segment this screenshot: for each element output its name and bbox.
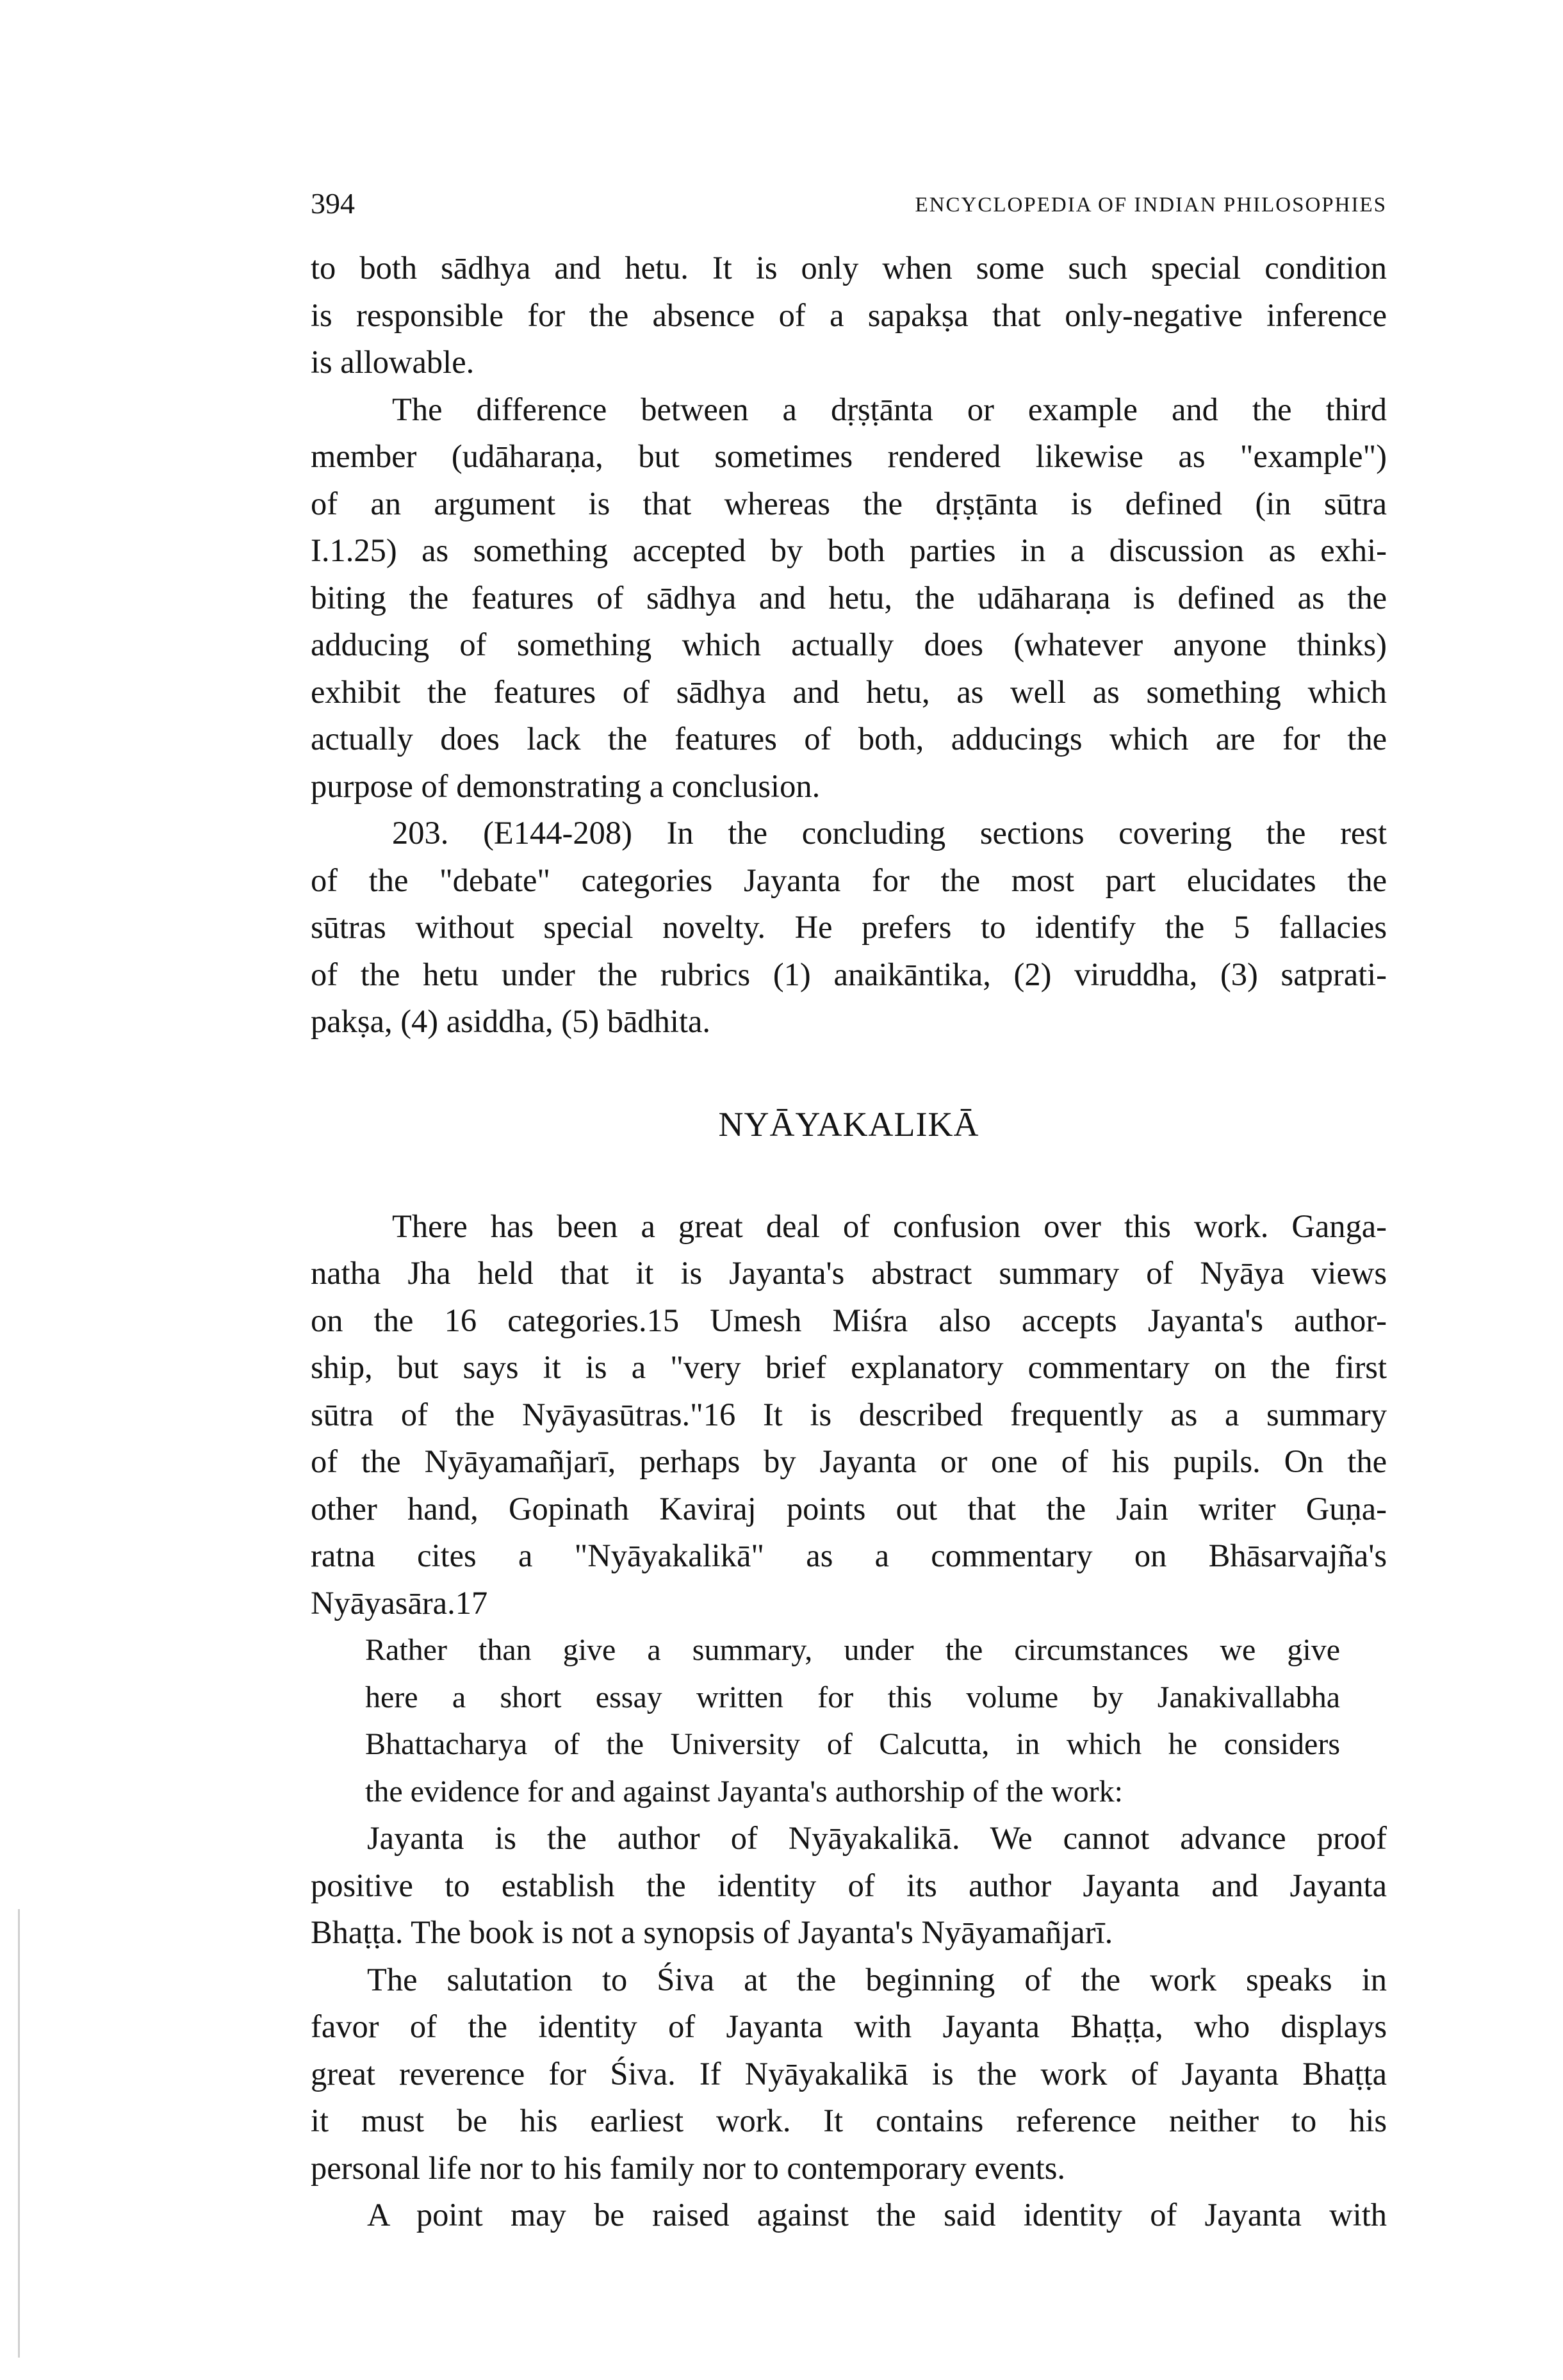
text-line: member (udāharaṇa, but sometimes rendered likewise as "example") <box>311 438 1387 474</box>
block-quote <box>311 1627 1340 1815</box>
text-line: adducing of something which actually does (whatever anyone thinks) <box>311 627 1387 662</box>
text-line: 203. (E144-208) In the concluding sections covering the rest <box>392 815 1387 851</box>
paragraph-3 <box>311 810 1387 1046</box>
page-header <box>311 185 1387 223</box>
text-line: on the 16 categories.15 Umesh Miśra also accepts Jayanta's author- <box>311 1302 1387 1338</box>
text-line: exhibit the features of sādhya and hetu, as well as something which <box>311 673 1387 710</box>
text-line: personal life nor to his family nor to contemporary events. <box>311 2149 1066 2186</box>
paragraph-4 <box>311 1203 1387 1627</box>
text-line: here a short essay written for this volume by Janakivallabha <box>365 1680 1340 1714</box>
paragraph-6 <box>311 1957 1387 2192</box>
text-line: it must be his earliest work. It contains reference neither to his <box>311 2103 1387 2138</box>
text-line: actually does lack the features of both, adducings which are for the <box>311 721 1387 757</box>
paragraph-1 <box>311 245 1387 386</box>
text-line: There has been a great deal of confusion over this work. Ganga- <box>392 1208 1387 1244</box>
page-number: 394 <box>311 187 355 220</box>
text-line: the evidence for and against Jayanta's authorship of the work: <box>365 1774 1123 1809</box>
text-line: pakṣa, (4) asiddha, (5) bādhita. <box>311 1003 711 1039</box>
text-line: great reverence for Śiva. If Nyāyakalikā is the work of Jayanta Bhaṭṭa <box>311 2055 1387 2092</box>
text-line: Bhattacharya of the University of Calcutta, in which he considers <box>365 1727 1340 1761</box>
scan-gutter-line <box>18 1909 20 2358</box>
text-line: The difference between a dṛṣṭānta or example and the third <box>392 391 1387 427</box>
text-line: to both sādhya and hetu. It is only when some such special condition <box>311 250 1387 286</box>
running-head: ENCYCLOPEDIA OF INDIAN PHILOSOPHIES <box>915 193 1387 217</box>
text-line: A point may be raised against the said identity of Jayanta with <box>367 2197 1387 2233</box>
text-line: Rather than give a summary, under the circumstances we give <box>365 1633 1340 1667</box>
text-line: Bhaṭṭa. The book is not a synopsis of Jayanta's Nyāyamañjarī. <box>311 1914 1113 1950</box>
text-line: The salutation to Śiva at the beginning of the work speaks in <box>367 1961 1387 1998</box>
text-line: Jayanta is the author of Nyāyakalikā. We cannot advance proof <box>367 1820 1387 1856</box>
body-text <box>311 245 1387 2239</box>
text-line: is allowable. <box>311 344 475 380</box>
text-line: natha Jha held that it is Jayanta's abstract summary of Nyāya views <box>311 1255 1387 1291</box>
text-line: of an argument is that whereas the dṛṣṭānta is defined (in sūtra <box>311 485 1387 521</box>
text-line: sūtra of the Nyāyasūtras."16 It is described frequently as a summary <box>311 1396 1387 1432</box>
section-heading: NYĀYAKALIKĀ <box>718 1104 979 1144</box>
text-line: ship, but says it is a "very brief explanatory commentary on the first <box>311 1349 1387 1385</box>
text-line: other hand, Gopinath Kaviraj points out that the Jain writer Guṇa- <box>311 1490 1387 1527</box>
text-line: I.1.25) as something accepted by both parties in a discussion as exhi- <box>311 532 1387 568</box>
text-line: positive to establish the identity of its author Jayanta and Jayanta <box>311 1867 1387 1903</box>
text-line: favor of the identity of Jayanta with Jayanta Bhaṭṭa, who displays <box>311 2008 1387 2044</box>
text-line: Nyāyasāra.17 <box>311 1584 488 1621</box>
text-line: of the "debate" categories Jayanta for the most part elucidates the <box>311 862 1387 898</box>
paragraph-5 <box>311 1815 1387 1957</box>
text-line: of the hetu under the rubrics (1) anaikāntika, (2) viruddha, (3) satprati- <box>311 956 1387 992</box>
text-line: ratna cites a "Nyāyakalikā" as a commentary on Bhāsarvajña's <box>311 1538 1387 1573</box>
paragraph-2 <box>311 386 1387 810</box>
text-line: is responsible for the absence of a sapakṣa that only-negative inference <box>311 297 1387 333</box>
text-line: purpose of demonstrating a conclusion. <box>311 767 821 804</box>
text-line: biting the features of sādhya and hetu, the udāharaṇa is defined as the <box>311 579 1387 616</box>
paragraph-7 <box>311 2192 1387 2239</box>
text-line: of the Nyāyamañjarī, perhaps by Jayanta or one of his pupils. On the <box>311 1443 1387 1479</box>
text-line: sūtras without special novelty. He prefers to identify the 5 fallacies <box>311 909 1387 945</box>
